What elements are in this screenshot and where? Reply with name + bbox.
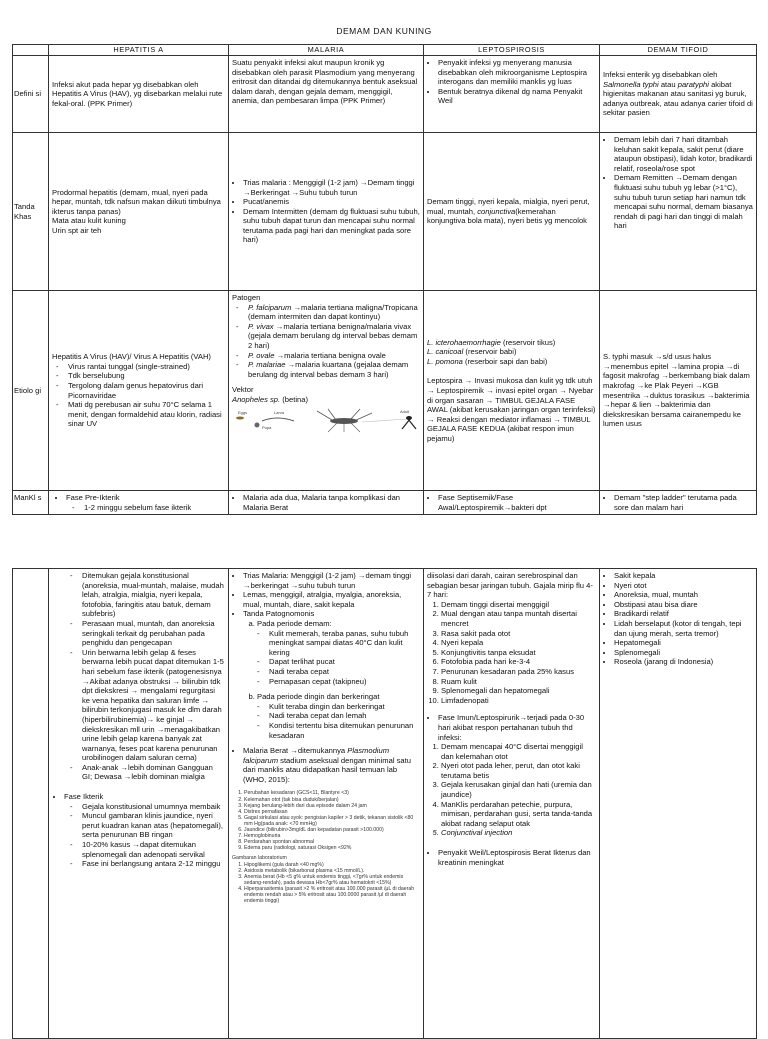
list-item: 2. Kelemahan otot (tak bisa duduk/berjalan): [244, 797, 420, 803]
page-title: DEMAM DAN KUNING: [336, 26, 432, 36]
list-item: - Fase ini berlangsung antara 2-12 minggu: [76, 859, 225, 869]
tanda-malaria: [229, 133, 424, 291]
page2-hepatitis: [49, 569, 229, 1039]
etiologi-malaria: [229, 291, 424, 491]
list-item: 9. Splenomegali dan hepatomegali: [441, 686, 596, 696]
list-item: [242, 360, 420, 379]
mosquito-lifecycle-illustration: [232, 407, 422, 433]
etiologi-hepatitis: [49, 291, 229, 491]
text: Tanda Patognomonis: [243, 609, 315, 619]
text: P. malariae: [248, 360, 286, 370]
text: Demam tinggi, nyeri kepala, mialgia, nyeri perut, mual, muntah,: [427, 197, 590, 216]
list-item: 10. Limfadenopati: [441, 696, 596, 706]
text: (reservoir babi): [463, 347, 517, 357]
lifecycle-label: Eggs: [238, 409, 248, 415]
mosquito-icon: [317, 409, 372, 432]
list-item: • Obstipasi atau bisa diare: [614, 600, 753, 610]
row-label-etiologi: Etiolo gi: [13, 291, 49, 491]
list-item: • Demam Remitten →Demam dengan fluktuasi suhu tubuh yg lebar (>1°C), suhu tubuh turun setiap hari namun tdk mencapai suhu normal, demam biasanya rendah di pagi hari dan tinggi di malah hari: [614, 173, 753, 231]
list-item: 1. Perubahan kesadaran (GCS<11, Blantyre <3): [244, 790, 420, 796]
list-item: • Splenomegali: [614, 648, 753, 658]
text: L. icterohaemorrhagie: [427, 337, 501, 347]
list-item: 2. Nyeri otot pada leher, perut, dan otot kaki terutama betis: [441, 761, 596, 780]
list-item: 4. ManKlis perdarahan petechie, purpura, mimisan, perdarahan gusi, serta tanda-tanda akibat radang selaput otak: [441, 800, 596, 829]
manklis-tifoid: [600, 491, 757, 515]
text: P. vivax: [248, 321, 274, 331]
list-item: • Sakit kepala: [614, 571, 753, 581]
tanda-tifoid: [600, 133, 757, 291]
list-item: • Lemas, menggigil, atralgia, myalgia, anoreksia, mual, muntah, diare, sakit kepala: [243, 590, 420, 609]
text: atau: [658, 79, 678, 89]
text: [427, 357, 596, 367]
list-item: - Kulit teraba dingin dan berkeringat: [263, 702, 420, 712]
list-item: 7. Hemoglobinuria: [244, 833, 420, 839]
text: L. canicoal: [427, 347, 464, 357]
list-item: 1. Demam tinggi disertai menggigil: [441, 600, 596, 610]
lifecycle-label: Adult: [400, 408, 410, 414]
text: Gambaran laboratorium: [232, 855, 287, 862]
list-item: 4. Hiperparasitemia (parasit >2 % eritrosit atau 100.000 parasit /μL di daerah endemis rendah atau > 5% eritrosit atau 100.0000 parasit /μl di daerah endemis tinggi): [244, 886, 420, 904]
text: →malaria tertiana benigna ovale: [274, 350, 386, 360]
list-item: 6. Jaundice (bilirubin>3mg/dL dan kepadatan parasit >100.000): [244, 827, 420, 833]
list-item: 3. Rasa sakit pada otot: [441, 629, 596, 639]
text: diisolasi dari darah, cairan serebrospinal dan sebagian besar jaringan tubuh. Gajala mirip flu 4-7 hari:: [427, 571, 593, 600]
list-item: • Demam lebih dari 7 hari ditambah keluhan sakit kepala, sakit perut (diare ataupun obstipasi), lidah kotor, bradikardi relatif, roseola/rose spot: [614, 135, 753, 173]
text: Infeksi enterik yg disebabkan oleh: [603, 70, 718, 80]
list-item: [257, 692, 420, 740]
list-item: 1. Demam mencapai 40°C disertai menggigil dan kelemahan otot: [441, 742, 596, 761]
list-item: • Demam Intermitten (demam dg fluktuasi suhu tubuh, suhu tubuh dapat turun dan mencapai suhu normal terutama pada pagi hari dan meningkat pada sore hari): [243, 207, 420, 245]
list-item: • Penyakit Weil/Leptospirosis Berat Ikterus dan kreatinin meningkat: [438, 848, 596, 867]
definisi-lepto: [424, 56, 600, 133]
list-item: 2. Mual dengan atau tanpa muntah disertai mencret: [441, 609, 596, 628]
page2-tifoid: [600, 569, 757, 1039]
text: P. ovale: [248, 350, 275, 360]
list-item: • Lidah berselaput (kotor di tengah, tepi dan ujung merah, serta tremor): [614, 619, 753, 638]
list-item: 2. Asidosis metabolik (bikarbonat plasma <15 mmol/L).: [244, 868, 420, 874]
list-item: • Demam "step ladder" terutama pada sore dan malam hari: [614, 493, 753, 512]
text: Leptospira → Invasi mukosa dan kulit yg tdk utuh → Leptospiremik → invasi epitel organ → Nyebar di organ sasaran → TIMBUL GEJALA FASE AWAL (akibat kerusakan jaringan organ terinfeksi) → Reaksi dengan mediator inflamasi → TIMBUL GEJALA FASE KEDUA (akibat respon imun pejamu): [427, 376, 596, 443]
manklis-hepatitis: [49, 491, 229, 515]
list-item: 3. Anemia berat (Hb <5 g% untuk endemis tinggi, <7gr% untuk endemis sedang-rendah), pada dewasa Hb<7gr% atau hematokrit <15%): [244, 874, 420, 886]
row-label-manklis: ManKl s: [13, 491, 49, 515]
text: Patogen: [232, 293, 261, 302]
list-item: 1. Hipoglikemi (gula darah <40 mg%): [244, 862, 420, 868]
eggs-icon: [236, 416, 244, 419]
text: Hepatitis A Virus (HAV)/ Virus A Hepatitis (VAH): [52, 352, 211, 362]
text: stadium aseksual dengan minimal satu dari manklis atau didapatkan hasil temuan lab (WHO, 2015):: [243, 755, 411, 784]
list-item: - Tergolong dalam genus hepatovirus dari Picornaviridae: [62, 381, 225, 400]
definisi-hepatitis: Infeksi akut pada hepar yg disebabkan oleh Hepatitis A Virus (HAV), yg disebarkan melalui rute fekal-oral. (PPK Primer): [49, 56, 229, 133]
text: Pada periode dingin dan berkeringat: [257, 692, 380, 702]
text: Prodormal hepatitis (demam, mual, nyeri pada hepar, muntah, tdk nafsun makan diikuti timbulnya ikterus tanpa panas): [52, 187, 221, 216]
list-item: 5. Gagal sirkulasi atau syok: pengisian kapiler > 3 detik, tekanan sistolik <80 mm Hg(pada anak: <70 mmHg): [244, 815, 420, 827]
text: Pada periode demam:: [257, 618, 332, 628]
list-item: - 1-2 minggu sebelum fase ikterik: [78, 503, 225, 513]
list-item: - 10-20% kasus →dapat ditemukan splenomegali dan adenopati servikal: [76, 840, 225, 859]
list-item: - Nadi teraba cepat dan lemah: [263, 711, 420, 721]
list-item: - Tdk berselubung: [62, 371, 225, 381]
lifecycle-label: Larva: [274, 409, 285, 415]
list-item: - Kondisi tertentu bisa ditemukan penurunan kesadaran: [263, 721, 420, 740]
list-item: • Hepatomegali: [614, 638, 753, 648]
list-item: [243, 609, 420, 740]
text: (reservoir tikus): [500, 337, 556, 347]
definisi-tifoid: [600, 56, 757, 133]
header-demam-tifoid: DEMAM TIFOID: [600, 45, 757, 56]
text: →malaria tertiana maligna/Tropicana (demam intermiten dan dapat kontinyu): [248, 302, 418, 322]
tanda-lepto: [424, 133, 600, 291]
text: P. falciparum: [248, 302, 292, 312]
etiologi-lepto: [424, 291, 600, 491]
text: Urin spt air teh: [52, 225, 102, 235]
disease-table-page-1: [12, 44, 757, 515]
adult-mosquito-icon: [402, 416, 416, 429]
row-label-definisi: Defini si: [13, 56, 49, 133]
list-item: - Muncul gambaran klinis jaundice, nyeri perut kuadran kanan atas (hepatomegali), serta penurunan BB ringan: [76, 811, 225, 840]
list-item: 4. Nyeri kepala: [441, 638, 596, 648]
header-leptospirosis: LEPTOSPIROSIS: [424, 45, 600, 56]
list-item: • Penyakit infeksi yg menyerang manusia disebabkan oleh mikroorganisme Leptospira interogans dan memiliki manklis yg luas: [438, 58, 596, 87]
row-label-tanda-khas: Tanda Khas: [13, 133, 49, 291]
list-item: - Anak-anak →lebih dominan Gangguan GI; Dewasa →lebih dominan mialgia: [76, 763, 225, 782]
text: [427, 338, 596, 348]
list-item: [242, 351, 420, 361]
list-item: [257, 619, 420, 686]
manklis-malaria: [229, 491, 424, 515]
larva-icon: [262, 418, 294, 421]
disease-table-page-2: [12, 568, 757, 1039]
list-item: • Fase Septisemik/Fase Awal/Leptospiremik→bakteri dpt: [438, 493, 596, 512]
text: (reserboir sapi dan babi): [462, 356, 548, 366]
list-item: 4. Distres pernafasan: [244, 809, 420, 815]
definisi-malaria: Suatu penyakit infeksi akut maupun kronik yg disebabkan oleh parasit Plasmodium yang menyerang eritrosit dan ditandai dg ditemukannya bentuk aseksual dalam darah, dengan gejala demam, menggigil, anemia, dan pembesaran limpa (PPK Primer): [229, 56, 424, 133]
list-item: - Pernapasan cepat (takipneu): [263, 677, 420, 687]
text: (betina): [280, 394, 308, 404]
list-item: - Virus rantai tunggal (single-strained): [62, 362, 225, 372]
list-item: [242, 303, 420, 322]
page2-malaria: [229, 569, 424, 1039]
list-item: 6. Fotofobia pada hari ke-3-4: [441, 657, 596, 667]
list-item: - Perasaan mual, muntah, dan anoreksia seringkali terkait dg perubahan pada penghidu dan pengecapan: [76, 619, 225, 648]
list-item: • Pucat/anemis: [243, 197, 420, 207]
list-item: - Mati dg perebusan air suhu 70°C selama 1 menit, dengan formaldehid atau klorin, radiasi sinar UV: [62, 400, 225, 429]
list-item: - Urin berwarna lebih gelap & feses berwarna lebih pucat dapat ditemukan 1-5 hari sebelum fase ikterik (patogenesisnya →Akibat adanya obstruksi → bilirubin tdk dpt diekskresi → mengalami regurgitasi ke vena hepatika dan saluran limfe → bilirubin terkonjugasi masuk ke dlm darah (hiperbilirubinemia)→ ke ginjal → diekskresikan mll urin →menagakibatkan urine lebih gelap karena banyak zat warnanya, feses pcat karena penurunan urobilinogen dalam saluran cerna): [76, 648, 225, 763]
list-item: - Dapat terlihat pucat: [263, 657, 420, 667]
list-item: [243, 746, 420, 784]
list-item: • Trias Malaria: Menggigil (1-2 jam) →demam tinggi →berkeringat →suhu tubuh turun: [243, 571, 420, 590]
text: Vektor: [232, 385, 254, 395]
list-item: • Roseola (jarang di Indonesia): [614, 657, 753, 667]
list-item: - Nadi teraba cepat: [263, 667, 420, 677]
text: Malaria Berat →ditemukannya: [243, 746, 348, 756]
text: →malaria kuartana (gejalaa demam berulang dg interval bebas demam 3 hari): [248, 360, 409, 379]
list-item: • Trias malaria : Menggigil (1-2 jam) →Demam tinggi →Berkeringat →Suhu tubuh turun: [243, 178, 420, 197]
text: Salmonella typhi: [603, 79, 659, 89]
list-item: • Anoreksia, mual, muntah: [614, 590, 753, 600]
page2-lepto: [424, 569, 600, 1039]
list-item: - Gejala konstitusional umumnya membaik: [76, 802, 225, 812]
tanda-hepatitis: [49, 133, 229, 291]
text: [427, 347, 596, 357]
list-item: 5. Konjungtivitis tanpa eksudat: [441, 648, 596, 658]
lifecycle-label: Pupa: [262, 424, 272, 430]
header-hepatitis-a: HEPATITIS A: [49, 45, 229, 56]
text: L. pomona: [427, 356, 463, 366]
text: paratyphi: [677, 79, 709, 89]
list-item: • Bentuk beratnya dikenal dg nama Penyakit Weil: [438, 87, 596, 106]
list-item: • Fase Imun/Leptospirurik→terjadi pada 0-30 hari akibat respon pertahanan tubuh thd infeksi:: [438, 713, 596, 742]
text: (kemerahan konjungtiva bola mata), nyeri betis yg mencolok: [427, 206, 587, 226]
text: [232, 395, 420, 405]
list-item: • Nyeri otot: [614, 581, 753, 591]
list-item: 9. Edema paru (radiologi, saturasi Oksigen <92%: [244, 845, 420, 851]
list-item: 7. Penurunan kesadaran pada 25% kasus: [441, 667, 596, 677]
text: Mata atau kulit kuning: [52, 216, 126, 226]
text: Plasmodium falciparum: [243, 746, 390, 765]
list-item: • Fase Ikterik: [64, 792, 225, 802]
list-item: - Ditemukan gejala konstitusional (anoreksia, mual-muntah, malaise, mudah lelah, atralgia, mialgia, nyeri kepala, fotofobia, faringitis atau batuk, demam subfebris): [76, 571, 225, 619]
header-malaria: MALARIA: [229, 45, 424, 56]
text: Anopheles sp.: [232, 394, 281, 404]
list-item: • Malaria ada dua, Malaria tanpa komplikasi dan Malaria Berat: [243, 493, 420, 512]
text: conjunctiva: [477, 206, 516, 216]
pupa-icon: [255, 422, 260, 427]
text: →malaria tertiana benigna/malaria vivax (gejala demam berulang dg interval bebas demam 2 hari): [248, 321, 418, 350]
list-item: 3. Kejang berulang-lebih dari dua episode dalam 24 jam: [244, 803, 420, 809]
list-item: 8. Perdarahan spontan abnormal: [244, 839, 420, 845]
list-item: 8. Ruam kulit: [441, 677, 596, 687]
arrow-icon: [362, 419, 407, 422]
manklis-lepto: [424, 491, 600, 515]
etiologi-tifoid: S. typhi masuk →s/d usus halus →menembus epitel →lamina propia →di fagosit makrofag →berkembang biak dalam makrofag →ke Plak Peyeri →KGB mesentrika →duktus torasikus →bakterimia →hepar & lien →bakterimia dan diekskresikan bersama cairanempedu ke lumen usus: [600, 291, 757, 491]
text: akibat higienitas makanan atau sanitasi yg buruk, adanya outbreak, atau adanya carier tifoid di sekitar pasien: [603, 79, 753, 118]
list-item: 5. Conjunctival injection: [441, 828, 596, 838]
list-item: 3. Gejala kerusakan ginjal dan hati (uremia dan jaundice): [441, 780, 596, 799]
list-item: - Kulit memerah, teraba panas, suhu tubuh meningkat sampai diatas 40°C dan kulit kering: [263, 629, 420, 658]
page2-label-blank: [13, 569, 49, 1039]
list-item: • Fase Pre-Ikterik: [66, 493, 225, 503]
list-item: • Bradikardi relatif: [614, 609, 753, 619]
list-item: [242, 322, 420, 351]
header-blank: [13, 45, 49, 56]
